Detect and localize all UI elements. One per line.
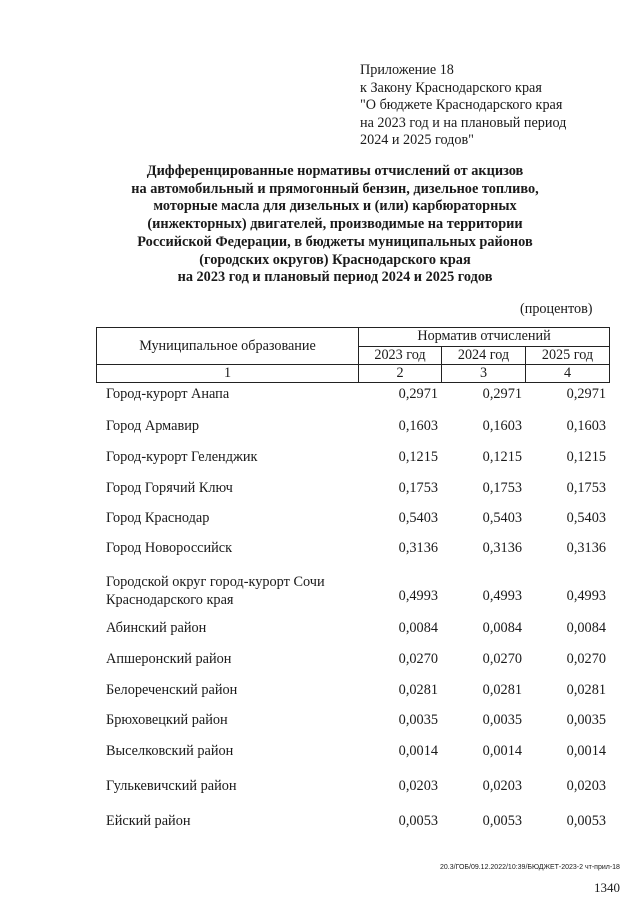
value-2023: 0,1603 [398,418,438,434]
header-year-2023: 2023 год [359,346,442,365]
value-2025: 0,0035 [566,712,606,728]
title-line: Российской Федерации, в бюджеты муниципальных районов [137,233,533,250]
column-number: 4 [526,365,610,383]
table-header [96,327,610,383]
municipality-name: Выселковский район [106,743,234,759]
value-2023: 0,5403 [398,510,438,526]
municipality-name: Гулькевичский район [106,778,237,794]
value-2023: 0,4993 [398,588,438,604]
municipality-name: Белореченский район [106,682,238,698]
value-2024: 0,5403 [482,510,522,526]
value-2025: 0,1215 [566,449,606,465]
appendix-reference [360,62,630,150]
value-2024: 0,4993 [482,588,522,604]
value-2025: 0,1603 [566,418,606,434]
appendix-line: "О бюджете Краснодарского края [360,97,563,113]
document-title [70,163,600,287]
value-2024: 0,2971 [482,386,522,402]
header-normative: Норматив отчислений [359,328,610,347]
municipality-name: Город-курорт Геленджик [106,449,258,465]
value-2025: 0,5403 [566,510,606,526]
value-2025: 0,3136 [566,540,606,556]
value-2025: 0,0203 [566,778,606,794]
municipality-name: Апшеронский район [106,651,232,667]
appendix-line: 2024 и 2025 годов" [360,132,474,148]
municipality-name: Абинский район [106,620,207,636]
value-2024: 0,1753 [482,480,522,496]
appendix-line: Приложение 18 [360,62,454,78]
value-2023: 0,1215 [398,449,438,465]
value-2024: 0,0281 [482,682,522,698]
value-2025: 0,4993 [566,588,606,604]
municipality-name: Городской округ город-курорт Сочи [106,574,325,590]
value-2024: 0,0270 [482,651,522,667]
municipality-name: Ейский район [106,813,191,829]
header-year-2025: 2025 год [526,346,610,365]
title-line: на 2023 год и плановый период 2024 и 2025 годов [177,269,493,286]
value-2023: 0,0053 [398,813,438,829]
value-2024: 0,1603 [482,418,522,434]
value-2024: 0,3136 [482,540,522,556]
value-2025: 0,2971 [566,386,606,402]
value-2025: 0,0014 [566,743,606,759]
value-2024: 0,0053 [482,813,522,829]
title-line: (инжекторных) двигателей, производимые на территории [147,216,523,233]
value-2025: 0,0270 [566,651,606,667]
header-municipality: Муниципальное образование [97,328,359,365]
appendix-line: к Закону Краснодарского края [360,79,542,96]
municipality-name: Город Краснодар [106,510,210,526]
value-2025: 0,0281 [566,682,606,698]
title-line: моторные масла для дизельных и (или) карбюраторных [153,198,517,215]
value-2023: 0,1753 [398,480,438,496]
title-line: на автомобильный и прямогонный бензин, дизельное топливо, [131,180,539,197]
value-2023: 0,2971 [398,386,438,402]
title-line: (городских округов) Краснодарского края [199,251,471,268]
appendix-line: на 2023 год и на плановый период [360,114,567,131]
value-2025: 0,1753 [566,480,606,496]
municipality-name-continued: Краснодарского края [106,592,234,608]
value-2024: 0,0084 [482,620,522,636]
column-number: 2 [359,365,442,383]
header-year-2024: 2024 год [442,346,526,365]
value-2023: 0,0281 [398,682,438,698]
value-2023: 0,0035 [398,712,438,728]
value-2025: 0,0053 [566,813,606,829]
municipality-name: Брюховецкий район [106,712,228,728]
value-2023: 0,0014 [398,743,438,759]
municipality-name: Город Армавир [106,418,199,434]
value-2024: 0,0014 [482,743,522,759]
value-2023: 0,0084 [398,620,438,636]
value-2023: 0,3136 [398,540,438,556]
value-2025: 0,0084 [566,620,606,636]
value-2024: 0,0203 [482,778,522,794]
municipality-name: Город Горячий Ключ [106,480,233,496]
value-2023: 0,0270 [398,651,438,667]
title-line: Дифференцированные нормативы отчислений от акцизов [146,163,524,179]
value-2024: 0,1215 [482,449,522,465]
municipality-name: Город-курорт Анапа [106,386,230,402]
page-number: 1340 [594,880,620,895]
document-code: 20.3/ГОБ/09.12.2022/10:39/БЮДЖЕТ-2023-2 чт-прил-18 [440,864,620,871]
column-number: 3 [442,365,526,383]
value-2024: 0,0035 [482,712,522,728]
column-number: 1 [97,365,359,383]
units-label: (процентов) [520,301,593,317]
municipality-name: Город Новороссийск [106,540,233,556]
value-2023: 0,0203 [398,778,438,794]
